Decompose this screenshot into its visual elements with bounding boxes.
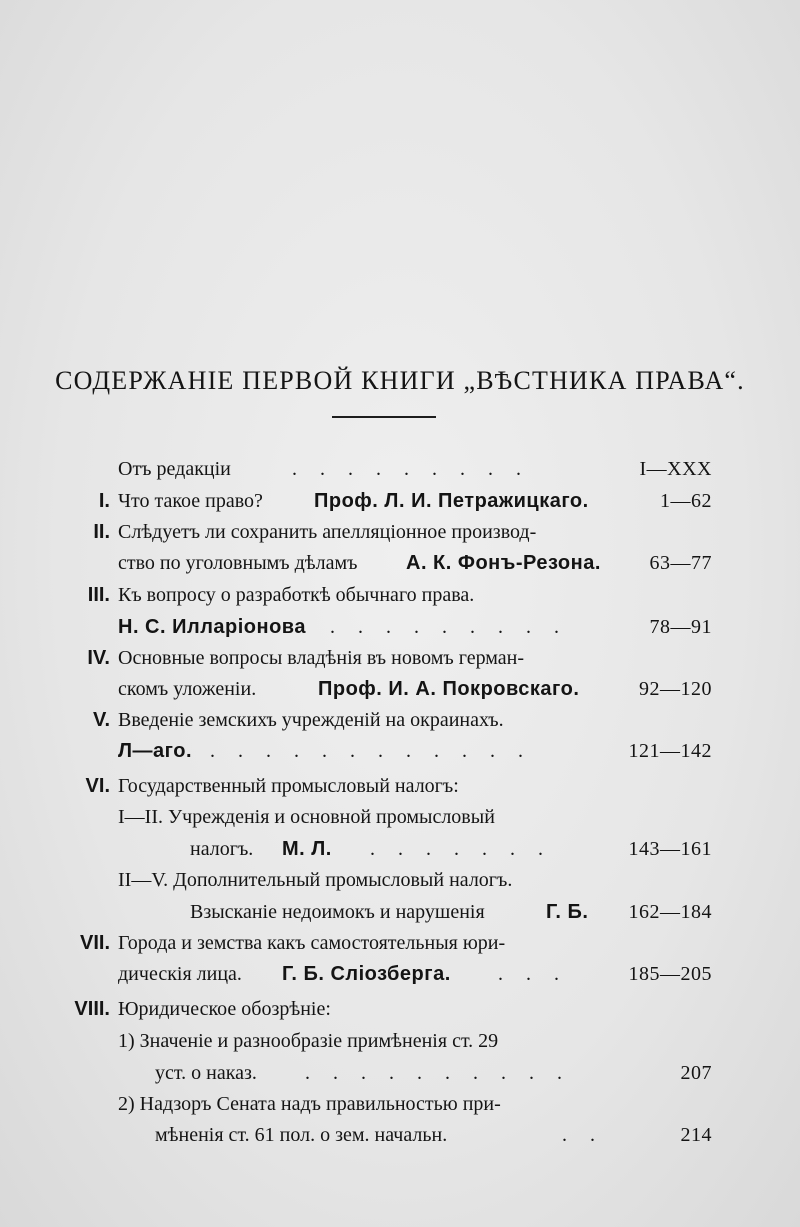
- entry-text: I—II. Учрежденія и основной промысловый: [118, 806, 495, 828]
- entry-pages: 121—142: [628, 740, 712, 762]
- entry-text: Города и земства какъ самостоятельныя юри-: [118, 932, 506, 954]
- entry-number: IV.: [87, 647, 110, 669]
- entry-text: Юридическое обозрѣніе:: [118, 998, 331, 1020]
- entry-number: I.: [98, 490, 110, 512]
- entry-author: Проф. Л. И. Петражицкаго.: [314, 490, 589, 512]
- entry-author: А. К. Фонъ-Резона.: [406, 552, 601, 574]
- entry-text: 1) Значеніе и разнообразіе примѣненія ст. 29: [118, 1030, 499, 1052]
- entry-text: уст. о наказ.: [155, 1062, 257, 1084]
- toc-entry: [0, 1124, 800, 1160]
- entry-number: VIII.: [74, 998, 110, 1020]
- leader-dots: . . . . . . .: [370, 838, 552, 860]
- entry-pages: 143—161: [628, 838, 712, 860]
- entry-author: Г. Б.: [546, 901, 589, 923]
- toc-entry: [0, 584, 800, 620]
- entry-text: мѣненія ст. 61 пол. о зем. начальн.: [155, 1124, 448, 1146]
- entry-pages: 214: [680, 1124, 712, 1146]
- entry-text: Государственный промысловый налогъ:: [118, 775, 459, 797]
- leader-dots: . .: [562, 1124, 604, 1146]
- entry-text: Отъ редакціи: [118, 458, 231, 480]
- toc-entry: [0, 1030, 800, 1066]
- entry-text: Взысканіе недоимокъ и нарушенія: [190, 901, 485, 923]
- toc-entry: [0, 552, 800, 588]
- entry-pages: 92—120: [639, 678, 712, 700]
- entry-text: скомъ уложеніи.: [118, 678, 257, 700]
- entry-text: Основные вопросы владѣнія въ новомъ герман-: [118, 647, 525, 669]
- leader-dots: . . . . . . . . .: [330, 616, 568, 638]
- toc-entry: [0, 740, 800, 776]
- toc-entry: [0, 458, 800, 494]
- entry-pages: 78—91: [649, 616, 712, 638]
- entry-pages: 207: [680, 1062, 712, 1084]
- entry-number: VI.: [85, 775, 110, 797]
- entry-author: Проф. И. А. Покровскаго.: [318, 678, 580, 700]
- entry-pages: I—XXX: [639, 458, 712, 480]
- entry-number: VII.: [79, 932, 110, 954]
- entry-pages: 1—62: [660, 490, 712, 512]
- entry-pages: 185—205: [628, 963, 712, 985]
- entry-author: Н. С. Илларіонова: [118, 616, 306, 638]
- page-title: СОДЕРЖАНІЕ ПЕРВОЙ КНИГИ „ВѢСТНИКА ПРАВА“.: [55, 366, 745, 395]
- entry-text: дическія лица.: [118, 963, 242, 985]
- entry-text: Къ вопросу о разработкѣ обычнаго права.: [118, 584, 475, 606]
- entry-pages: 63—77: [649, 552, 712, 574]
- entry-author: М. Л.: [282, 838, 332, 860]
- entry-text: 2) Надзоръ Сената надъ правильностью при-: [118, 1093, 501, 1115]
- toc-entry: [0, 869, 800, 905]
- entry-text: II—V. Дополнительный промысловый налогъ.: [118, 869, 513, 891]
- entry-text: Введеніе земскихъ учрежденій на окраинахъ.: [118, 709, 504, 731]
- entry-number: II.: [93, 521, 110, 543]
- entry-number: V.: [92, 709, 110, 731]
- entry-pages: 162—184: [628, 901, 712, 923]
- entry-number: III.: [87, 584, 110, 606]
- toc-entry: [0, 806, 800, 842]
- toc-entry: [0, 963, 800, 999]
- leader-dots: . . . . . . . . .: [292, 458, 530, 480]
- entry-text: ство по уголовнымъ дѣламъ: [118, 552, 358, 574]
- entry-text: налогъ.: [190, 838, 254, 860]
- title-rule: [332, 416, 436, 418]
- entry-text: Слѣдуетъ ли сохранить апелляціонное производ-: [118, 521, 537, 543]
- entry-author: Г. Б. Сліозберга.: [282, 963, 451, 985]
- entry-author: Л—аго.: [118, 740, 192, 762]
- entry-text: Что такое право?: [118, 490, 263, 512]
- toc-entry: [0, 998, 800, 1034]
- leader-dots: . . .: [498, 963, 568, 985]
- leader-dots: . . . . . . . . . .: [305, 1062, 571, 1084]
- leader-dots: . . . . . . . . . . . .: [210, 740, 532, 762]
